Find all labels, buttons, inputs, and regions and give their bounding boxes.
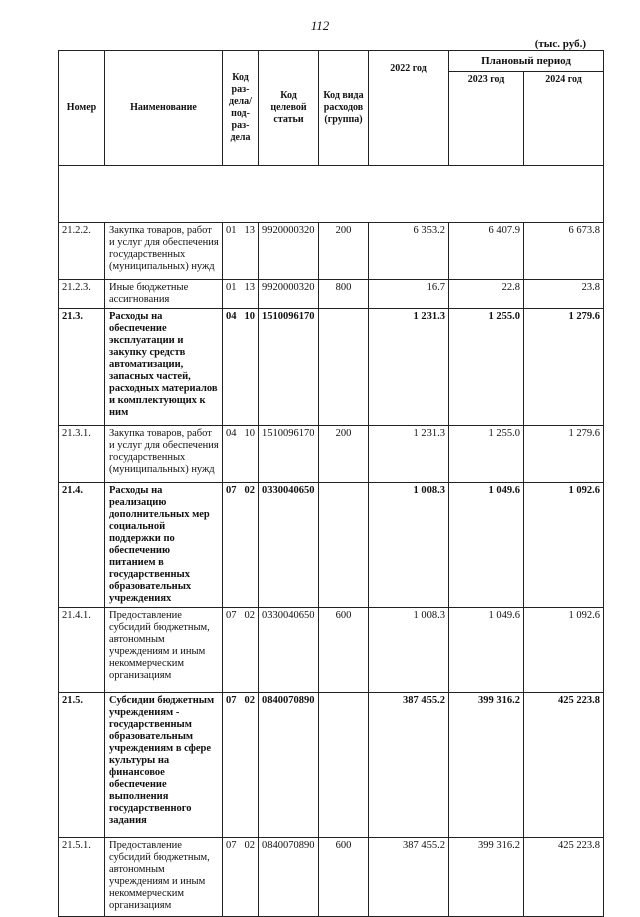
row-section-code: 07: [226, 610, 237, 621]
header-spacer: [59, 166, 604, 223]
row-target: 9920000320: [259, 223, 319, 280]
row-2023: 22.8: [449, 280, 524, 309]
row-section-code: 07: [226, 695, 237, 706]
row-section-code: 07: [226, 485, 237, 496]
row-section: [223, 309, 259, 426]
row-2023: 1 255.0: [449, 309, 524, 426]
budget-table: [58, 50, 604, 917]
row-2024: 425 223.8: [524, 693, 604, 838]
row-expense-type: 200: [319, 426, 369, 483]
row-2024: 1 092.6: [524, 608, 604, 693]
row-subsection-code: 02: [244, 610, 255, 621]
row-section-code: 01: [226, 282, 237, 293]
header-expense: Код вида расходов (группа): [319, 51, 369, 166]
row-number: 21.3.1.: [59, 426, 105, 483]
row-2022: 1 008.3: [369, 483, 449, 608]
row-section-code: 01: [226, 225, 237, 236]
row-section: [223, 426, 259, 483]
row-2022: 16.7: [369, 280, 449, 309]
table-row: [59, 483, 604, 608]
row-section-code: 04: [226, 428, 237, 439]
row-target: 0330040650: [259, 483, 319, 608]
row-number: 21.2.3.: [59, 280, 105, 309]
row-2023: 1 049.6: [449, 608, 524, 693]
row-number: 21.2.2.: [59, 223, 105, 280]
row-number: 21.5.1.: [59, 838, 105, 917]
row-name: Закупка товаров, работ и услуг для обеспечения государственных (муниципальных) нужд: [105, 223, 223, 280]
row-section: [223, 483, 259, 608]
row-number: 21.3.: [59, 309, 105, 426]
row-number: 21.4.1.: [59, 608, 105, 693]
row-expense-type: 600: [319, 608, 369, 693]
row-name: Иные бюджетные ассигнования: [105, 280, 223, 309]
table-row: [59, 280, 604, 309]
row-subsection-code: 02: [244, 485, 255, 496]
row-section: [223, 280, 259, 309]
row-2022: 387 455.2: [369, 838, 449, 917]
row-2024: 1 092.6: [524, 483, 604, 608]
row-2023: 1 049.6: [449, 483, 524, 608]
row-target: 1510096170: [259, 426, 319, 483]
row-subsection-code: 10: [244, 311, 255, 322]
row-section: [223, 223, 259, 280]
row-expense-type: [319, 693, 369, 838]
row-section-code: 04: [226, 311, 237, 322]
row-target: 1510096170: [259, 309, 319, 426]
row-target: 0840070890: [259, 838, 319, 917]
page-number: 112: [310, 18, 330, 33]
row-section: [223, 693, 259, 838]
row-2022: 387 455.2: [369, 693, 449, 838]
row-expense-type: [319, 309, 369, 426]
header-2024: 2024 год: [524, 72, 604, 166]
row-subsection-code: 02: [244, 695, 255, 706]
row-name: Расходы на реализацию дополнительных мер социальной поддержки по обеспечению питанием в государственных образовательных учреждениях: [105, 483, 223, 608]
row-name: Расходы на обеспечение эксплуатации и закупку средств автоматизации, запасных частей, расходных материалов и комплектующих к ним: [105, 309, 223, 426]
row-2024: 23.8: [524, 280, 604, 309]
row-2023: 1 255.0: [449, 426, 524, 483]
row-subsection-code: 02: [244, 840, 255, 851]
header-section: Код раз-дела/ под-раз-дела: [223, 51, 259, 166]
row-2024: 425 223.8: [524, 838, 604, 917]
header-name: Наименование: [105, 51, 223, 166]
row-name: Субсидии бюджетным учреждениям - государственным образовательным учреждениям в сфере культуры на финансовое обеспечение выполнения государственного задания: [105, 693, 223, 838]
row-name: Предоставление субсидий бюджетным, автономным учреждениям и иным некоммерческим организациям: [105, 608, 223, 693]
row-2023: 399 316.2: [449, 693, 524, 838]
row-2024: 6 673.8: [524, 223, 604, 280]
row-2023: 399 316.2: [449, 838, 524, 917]
row-target: 9920000320: [259, 280, 319, 309]
header-2022: 2022 год: [369, 51, 449, 166]
row-2024: 1 279.6: [524, 426, 604, 483]
row-2024: 1 279.6: [524, 309, 604, 426]
header-number: Номер: [59, 51, 105, 166]
row-name: Предоставление субсидий бюджетным, автономным учреждениям и иным некоммерческим организациям: [105, 838, 223, 917]
row-2022: 1 231.3: [369, 309, 449, 426]
row-2022: 1 008.3: [369, 608, 449, 693]
header-planned: Плановый период: [449, 51, 604, 72]
row-subsection-code: 10: [244, 428, 255, 439]
header-2023: 2023 год: [449, 72, 524, 166]
table-row: [59, 426, 604, 483]
row-subsection-code: 13: [244, 225, 255, 236]
table-row: [59, 223, 604, 280]
row-name: Закупка товаров, работ и услуг для обеспечения государственных (муниципальных) нужд: [105, 426, 223, 483]
units-label: (тыс. руб.): [534, 38, 586, 50]
row-subsection-code: 13: [244, 282, 255, 293]
row-expense-type: 600: [319, 838, 369, 917]
row-section: [223, 608, 259, 693]
row-2023: 6 407.9: [449, 223, 524, 280]
row-expense-type: [319, 483, 369, 608]
row-number: 21.4.: [59, 483, 105, 608]
row-target: 0840070890: [259, 693, 319, 838]
row-expense-type: 200: [319, 223, 369, 280]
row-target: 0330040650: [259, 608, 319, 693]
row-number: 21.5.: [59, 693, 105, 838]
table-row: [59, 693, 604, 838]
table-row: [59, 309, 604, 426]
table-row: [59, 608, 604, 693]
header-target: Код целевой статьи: [259, 51, 319, 166]
row-section-code: 07: [226, 840, 237, 851]
row-expense-type: 800: [319, 280, 369, 309]
row-2022: 6 353.2: [369, 223, 449, 280]
row-2022: 1 231.3: [369, 426, 449, 483]
